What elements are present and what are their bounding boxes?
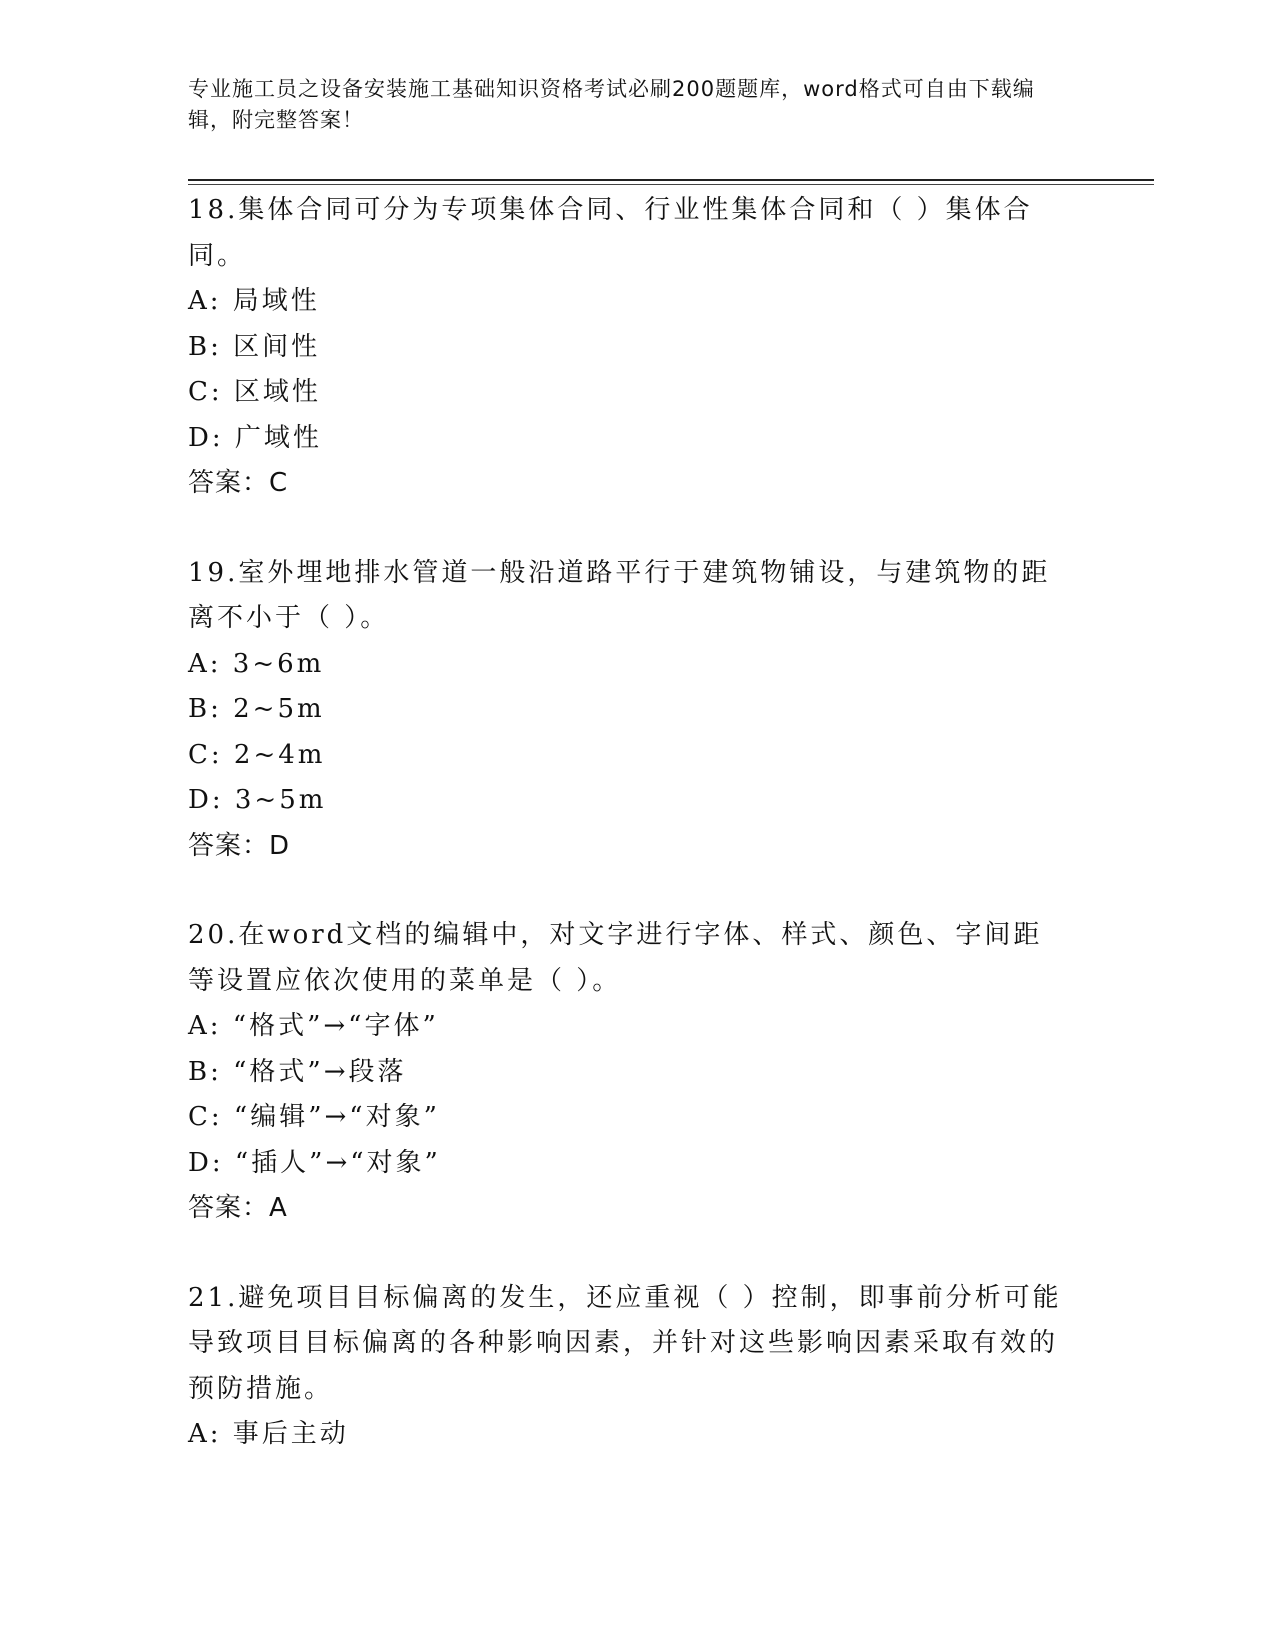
option-d: D: 广域性	[188, 422, 322, 453]
option-d: D: “插人”→“对象”	[188, 1147, 441, 1178]
option-b: B: “格式”→段落	[188, 1056, 407, 1087]
question-text: 19.室外埋地排水管道一般沿道路平行于建筑物铺设，与建筑物的距离不小于（ ）。	[188, 557, 1051, 633]
question-19	[188, 551, 1068, 870]
option-a: A: 3~6m	[188, 648, 325, 679]
option-a: A: “格式”→“字体”	[188, 1011, 439, 1041]
option-c: C: 2~4m	[188, 739, 326, 770]
question-text: 18.集体合同可分为专项集体合同、行业性集体合同和（ ）集体合同。	[188, 195, 1033, 271]
spacer	[188, 507, 1068, 551]
option-d: D: 3~5m	[188, 785, 327, 815]
spacer	[188, 1232, 1068, 1276]
answer: 答案：C	[188, 468, 289, 498]
question-text: 21.避免项目目标偏离的发生，还应重视（ ）控制，即事前分析可能导致项目目标偏离的各种影响因素，并针对这些影响因素采取有效的预防措施。	[188, 1282, 1062, 1404]
option-a: A: 事后主动	[188, 1419, 349, 1449]
header-divider-thin	[188, 184, 1154, 185]
question-20	[188, 913, 1068, 1232]
question-text: 20.在word文档的编辑中，对文字进行字体、样式、颜色、字间距等设置应依次使用的菜单是（ ）。	[188, 920, 1043, 996]
question-21	[188, 1276, 1068, 1458]
option-b: B: 区间性	[188, 331, 321, 362]
question-list	[188, 188, 1068, 1458]
question-18	[188, 188, 1068, 507]
option-c: C: 区域性	[188, 377, 321, 407]
option-b: B: 2~5m	[188, 694, 325, 724]
option-c: C: “编辑”→“对象”	[188, 1102, 440, 1132]
option-a: A: 局域性	[188, 286, 320, 316]
page-header: 专业施工员之设备安装施工基础知识资格考试必刷200题题库，word格式可自由下载编辑，附完整答案！	[188, 77, 1035, 132]
header-divider	[188, 179, 1154, 181]
answer: 答案：D	[188, 830, 291, 861]
answer: 答案：A	[188, 1193, 288, 1223]
spacer	[188, 869, 1068, 913]
